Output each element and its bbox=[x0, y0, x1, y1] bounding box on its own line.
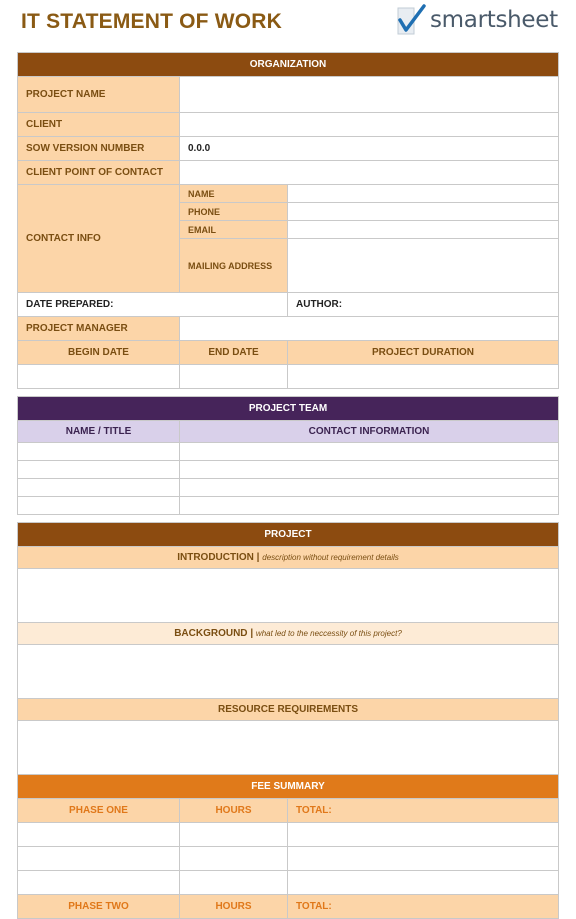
project-duration-label: PROJECT DURATION bbox=[288, 341, 559, 365]
document-title: IT STATEMENT OF WORK bbox=[21, 10, 283, 33]
end-date-label: END DATE bbox=[180, 341, 288, 365]
fee-cell[interactable] bbox=[288, 823, 559, 847]
introduction-label-row bbox=[18, 547, 559, 569]
phase-one-label: PHASE ONE bbox=[18, 799, 180, 823]
team-name-cell[interactable] bbox=[18, 479, 180, 497]
team-contact-cell[interactable] bbox=[180, 443, 559, 461]
background-field[interactable] bbox=[18, 645, 559, 699]
project-duration-field[interactable] bbox=[288, 365, 559, 389]
project-team-header: PROJECT TEAM bbox=[18, 397, 559, 421]
phase-two-hours-label: HOURS bbox=[180, 895, 288, 919]
project-team-table bbox=[17, 396, 559, 515]
background-label: BACKGROUND bbox=[174, 628, 248, 639]
project-name-label: PROJECT NAME bbox=[18, 77, 180, 113]
introduction-separator: | bbox=[256, 552, 260, 563]
project-header: PROJECT bbox=[18, 523, 559, 547]
introduction-label: INTRODUCTION bbox=[177, 552, 254, 563]
organization-header: ORGANIZATION bbox=[18, 53, 559, 77]
background-separator: | bbox=[250, 628, 254, 639]
fee-cell[interactable] bbox=[288, 847, 559, 871]
begin-date-field[interactable] bbox=[18, 365, 180, 389]
phase-two-label: PHASE TWO bbox=[18, 895, 180, 919]
project-table bbox=[17, 522, 559, 775]
phase-one-total-label: TOTAL: bbox=[288, 799, 559, 823]
client-label: CLIENT bbox=[18, 113, 180, 137]
fee-summary-header: FEE SUMMARY bbox=[18, 775, 559, 799]
fee-cell[interactable] bbox=[18, 871, 180, 895]
phone-label: PHONE bbox=[180, 203, 288, 221]
begin-date-label: BEGIN DATE bbox=[18, 341, 180, 365]
end-date-field[interactable] bbox=[180, 365, 288, 389]
author-label[interactable]: AUTHOR: bbox=[288, 293, 559, 317]
project-name-field[interactable] bbox=[180, 77, 559, 113]
organization-table bbox=[17, 52, 559, 389]
logo-wordmark: smartsheet bbox=[430, 7, 558, 33]
fee-summary-table bbox=[17, 774, 559, 919]
client-field[interactable] bbox=[180, 113, 559, 137]
phase-one-hours-label: HOURS bbox=[180, 799, 288, 823]
name-field[interactable] bbox=[288, 185, 559, 203]
background-label-row bbox=[18, 623, 559, 645]
sow-version-field[interactable]: 0.0.0 bbox=[180, 137, 559, 161]
background-hint: what led to the neccessity of this project? bbox=[255, 629, 402, 638]
sow-version-label: SOW VERSION NUMBER bbox=[18, 137, 180, 161]
introduction-hint: description without requirement details bbox=[262, 553, 399, 562]
contact-info-label: CONTACT INFO bbox=[18, 185, 180, 293]
fee-cell[interactable] bbox=[180, 823, 288, 847]
team-name-cell[interactable] bbox=[18, 497, 180, 515]
introduction-field[interactable] bbox=[18, 569, 559, 623]
project-manager-label: PROJECT MANAGER bbox=[18, 317, 180, 341]
name-label: NAME bbox=[180, 185, 288, 203]
project-manager-field[interactable] bbox=[180, 317, 559, 341]
phase-two-total-label: TOTAL: bbox=[288, 895, 559, 919]
fee-cell[interactable] bbox=[18, 823, 180, 847]
contact-information-column-header: CONTACT INFORMATION bbox=[180, 421, 559, 443]
phone-field[interactable] bbox=[288, 203, 559, 221]
team-contact-cell[interactable] bbox=[180, 497, 559, 515]
client-poc-label: CLIENT POINT OF CONTACT bbox=[18, 161, 180, 185]
fee-cell[interactable] bbox=[180, 847, 288, 871]
name-title-column-header: NAME / TITLE bbox=[18, 421, 180, 443]
checkmark-logo-icon bbox=[394, 4, 428, 38]
fee-cell[interactable] bbox=[180, 871, 288, 895]
smartsheet-logo bbox=[394, 4, 564, 38]
client-poc-field[interactable] bbox=[180, 161, 559, 185]
email-field[interactable] bbox=[288, 221, 559, 239]
date-prepared-label[interactable]: DATE PREPARED: bbox=[18, 293, 288, 317]
mailing-address-label: MAILING ADDRESS bbox=[180, 239, 288, 293]
fee-cell[interactable] bbox=[18, 847, 180, 871]
resource-requirements-field[interactable] bbox=[18, 721, 559, 775]
fee-cell[interactable] bbox=[288, 871, 559, 895]
team-contact-cell[interactable] bbox=[180, 479, 559, 497]
mailing-address-field[interactable] bbox=[288, 239, 559, 293]
team-name-cell[interactable] bbox=[18, 461, 180, 479]
email-label: EMAIL bbox=[180, 221, 288, 239]
resource-requirements-label: RESOURCE REQUIREMENTS bbox=[18, 699, 559, 721]
team-contact-cell[interactable] bbox=[180, 461, 559, 479]
team-name-cell[interactable] bbox=[18, 443, 180, 461]
